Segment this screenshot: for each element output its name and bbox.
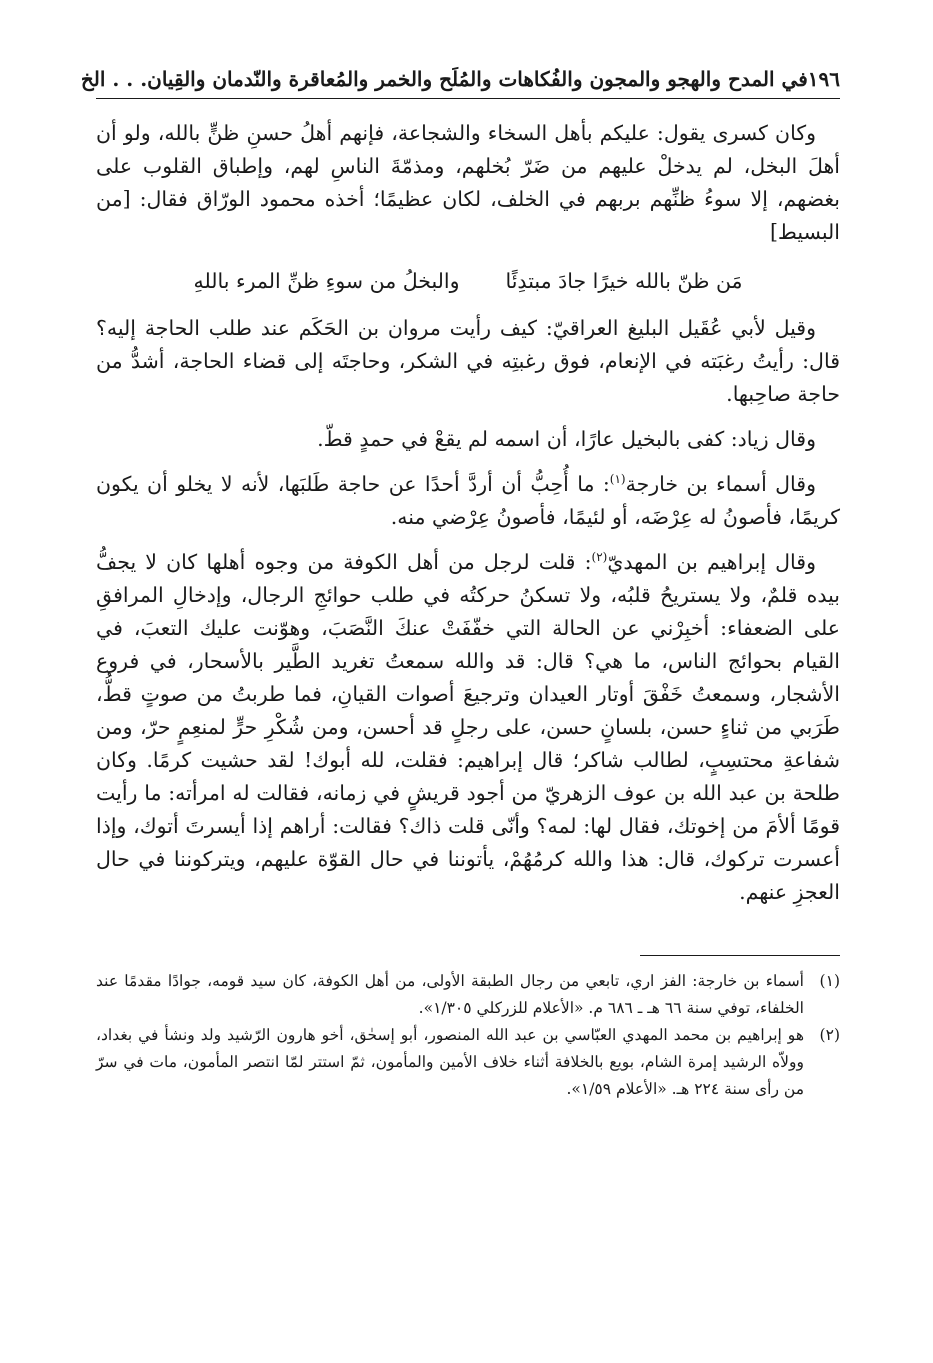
paragraph-asma <box>96 468 840 534</box>
footnote-reference-2: (٢) <box>591 550 608 565</box>
verse-first-hemistich: مَن ظنّ بالله خيرًا جادَ مبتدِئًا <box>505 269 743 293</box>
running-head <box>80 62 840 96</box>
paragraph-ibrahim-lead: وقال إبراهيم بن المهديّ <box>607 550 816 574</box>
paragraph-asma-rest: : ما أُحِبُّ أن أردَّ أحدًا عن حاجة طَلبَها، لأنه لا يخلو أن يكون كريمًا، فأصونُ له عِرْضَه، أو لئيمًا، فأصونُ عِرْضي منه. <box>96 472 840 529</box>
footnote-2 <box>96 1022 840 1103</box>
footnote-number: (٢) <box>819 1026 840 1044</box>
footnote-reference-1: (١) <box>609 472 626 487</box>
book-page <box>80 62 840 1103</box>
paragraph-abu-uqayl: وقيل لأبي عُقَيل البليغ العراقيّ: كيف رأيت مروان بن الحَكَم عند طلب الحاجة إليه؟ قال: رأيتُ رغبَته في الإنعام، فوق رغبتِه في الشكر، وحاجتَه إلى قضاء الحاجة، أشدُّ من حاجة صاحِبها. <box>96 316 840 406</box>
footnote-text: هو إبراهيم بن محمد المهدي العبّاسي بن عبد الله المنصور، أبو إسحٰق، أخو هارون الرّشيد ولد ونشأ في بغداد، وولاّه الرشيد إمرة الشام، بويع بالخلافة أثناء خلاف الأمين والمأمون، ثمّ استتر لمّا انتصر المأمون، مات في سرّ من رأى سنة ٢٢٤ هـ. «الأعلام ١/٥٩». <box>96 1026 804 1098</box>
footnote-1 <box>96 968 840 1022</box>
footnote-number: (١) <box>819 972 840 990</box>
running-title: في المدح والهجو والمجون والفُكاهات والمُلَح والخمر والمُعاقرة والنّدمان والقِيان. . . الخ <box>80 67 808 91</box>
footnote-text: أسماء بن خارجة: الفز اري، تابعي من رجال الطبقة الأولى، من أهل الكوفة، كان سيد قومه، جوادًا مقدمًا عند الخلفاء، توفي سنة ٦٦ هـ ـ ٦٨٦ م. «الأعلام للزركلي ١/٣٠٥». <box>96 972 804 1017</box>
paragraph-ziyad: وقال زياد: كفى بالبخيل عارًا، أن اسمه لم يقعْ في حمدٍ قطّ. <box>317 427 816 451</box>
paragraph-kisra: وكان كسرى يقول: عليكم بأهل السخاء والشجاعة، فإنهم أهلُ حسنِ ظنٍّ بالله، ولو أن أهلَ البخل، لم يدخلْ عليهم من ضَرّ بُخلهم، ومذمّةَ الناسِ لهم، وإطباق القلوب على بغضهم، إلا سوءُ ظنِّهم بربهم في الخلف، لكان عظيمًا؛ أخذه محمود الورّاق فقال: [من البسيط] <box>96 121 840 244</box>
main-text <box>96 117 840 909</box>
verse-second-hemistich: والبخلُ من سوءِ ظنِّ المرء باللهِ <box>193 269 460 293</box>
paragraph-ibrahim-rest: : قلت لرجل من أهل الكوفة من وجوه أهلها كان لا يجفُّ بيده قلمٌ، ولا يستريحُ قلبُه، ولا تسكنُ حركتُه في طلب حوائجِ الرجال، وإدخالِ المرافقِ على الضعفاء: أخبِرْني عن الحالة التي خفّفَتْ عنكَ النَّصَبَ، وهوّنت عليك التعبَ، في القيام بحوائج الناس، ما هي؟ قال: قد والله سمعتُ تغريد الطَّير بالأسحار، في فروع الأشجار، وسمعتُ خَفْقَ أوتار العيدان وترجيعَ أصوات القيانِ، فما طربتُ من صوتٍ قطُّ، طَرَبي من ثناءٍ حسن، بلسانٍ حسن، على رجلٍ قد أحسن، ومن شُكْرِ حرٍّ لمنعِمٍ حرّ، ومن شفاعةِ محتسِبٍ، لطالب شاكر؛ قال إبراهيم: فقلت، لله أبوك! لقد حشيت كرمًا. وكان طلحة بن عبد الله بن عوف الزهريّ من أجود قريشٍ في زمانه، فقالت له امرأته: ما رأيت قومًا ألأمَ من إخوتك، فقال لها: لمه؟ وأنّى قلت ذاك؟ فقالت: أراهم إذا أيسرتَ أتوك، وإذا أعسرت تركوك، قال: هذا والله كرمُهُمْ، يأتوننا في حال القوّة عليهم، ويتركوننا في حال العجزِ عنهم. <box>96 550 840 904</box>
header-rule <box>96 98 840 99</box>
footnote-rule <box>640 955 840 956</box>
paragraph-ibrahim <box>96 546 840 909</box>
footnotes <box>96 968 840 1103</box>
poem-verse <box>96 265 840 298</box>
page-number: ١٩٦ <box>807 67 840 91</box>
paragraph-asma-lead: وقال أسماء بن خارجة <box>625 472 816 496</box>
